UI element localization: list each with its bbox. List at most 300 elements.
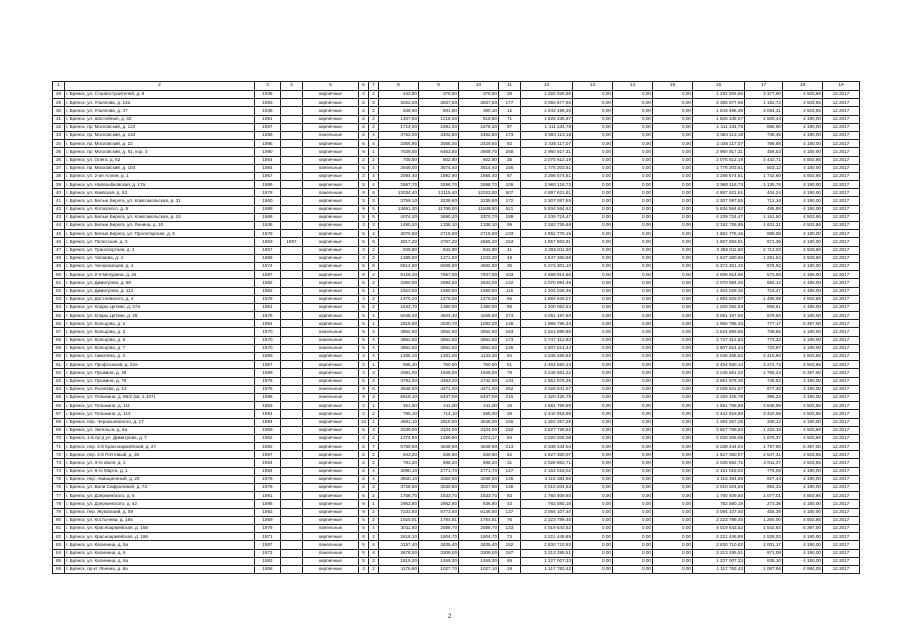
table-row bbox=[53, 557, 860, 565]
table-cell: 4 180,00 bbox=[783, 287, 823, 295]
table-cell: 4 180,00 bbox=[783, 262, 823, 270]
table-cell: 8 338 444,04 bbox=[521, 443, 573, 451]
table-cell: кирпичные bbox=[303, 254, 359, 262]
table-cell: 2462,80 bbox=[459, 131, 499, 139]
table-cell: г. Брянск, ул. Никитина, д. 3 bbox=[65, 353, 255, 361]
table-cell: 2 bbox=[359, 361, 369, 369]
table-cell: 4 180,00 bbox=[783, 508, 823, 516]
table-cell: 3 046 466,82 bbox=[521, 353, 573, 361]
table-cell: 2 bbox=[369, 557, 379, 565]
table-cell: 1964 bbox=[255, 459, 281, 467]
table-cell: 0,00 bbox=[613, 492, 653, 500]
table-cell: 142 bbox=[499, 279, 521, 287]
table-cell: кирпичные bbox=[303, 353, 359, 361]
table-cell: 2 182 726,66 bbox=[521, 222, 573, 230]
table-cell: 4 503,86 bbox=[783, 410, 823, 418]
table-cell: 1680,50 bbox=[459, 287, 499, 295]
table-cell bbox=[281, 181, 303, 189]
table-cell: 738,86 bbox=[745, 328, 783, 336]
table-cell: кирпичные bbox=[303, 148, 359, 156]
table-cell: кирпичные bbox=[303, 426, 359, 434]
table-cell: 2 435 117,07 bbox=[521, 140, 573, 148]
table-cell: 2530,70 bbox=[419, 320, 459, 328]
table-cell: 0,00 bbox=[653, 107, 693, 115]
table-cell: 5 bbox=[359, 238, 369, 246]
table-cell: 0,00 bbox=[613, 123, 653, 131]
table-cell: 4 bbox=[369, 172, 379, 180]
table-cell: 0,00 bbox=[613, 303, 653, 311]
table-cell: 4 180,00 bbox=[783, 500, 823, 508]
table-cell: кирпичные bbox=[303, 262, 359, 270]
table-cell: 1 966 795,33 bbox=[521, 320, 573, 328]
table-cell bbox=[281, 172, 303, 180]
header-cell: 19 bbox=[823, 82, 860, 91]
table-cell: кирпичные bbox=[303, 230, 359, 238]
table-cell: 9 bbox=[359, 205, 369, 213]
table-cell: 1966 bbox=[255, 213, 281, 221]
table-cell: 85 bbox=[53, 557, 65, 565]
table-cell: 6146,50 bbox=[459, 508, 499, 516]
table-cell: 1 758,24 bbox=[745, 369, 783, 377]
table-cell: 3650,10 bbox=[379, 475, 419, 483]
table-cell: 0,00 bbox=[613, 508, 653, 516]
table-cell: 5 bbox=[359, 115, 369, 123]
table-row bbox=[53, 508, 860, 516]
table-cell: 4 180,00 bbox=[783, 344, 823, 352]
table-cell: 638,60 bbox=[379, 107, 419, 115]
table-cell: 0,00 bbox=[573, 181, 613, 189]
table-cell: 0,00 bbox=[613, 361, 653, 369]
table-cell: 216 bbox=[499, 393, 521, 401]
table-cell: 4 bbox=[369, 475, 379, 483]
table-cell: 12.2017 bbox=[823, 524, 860, 532]
table-cell: 12.2017 bbox=[823, 107, 860, 115]
table-cell: кирпичные bbox=[303, 279, 359, 287]
table-cell: 2 607 614,44 bbox=[521, 344, 573, 352]
table-cell: 1619,30 bbox=[379, 557, 419, 565]
table-cell: 0,00 bbox=[573, 533, 613, 541]
table-cell: 0,00 bbox=[613, 205, 653, 213]
table-cell: 12.2017 bbox=[823, 246, 860, 254]
table-cell: 2 bbox=[369, 303, 379, 311]
table-cell: 12.2017 bbox=[823, 533, 860, 541]
table-cell: кирпичные bbox=[303, 123, 359, 131]
table-cell: 0,00 bbox=[573, 312, 613, 320]
table-cell: 2 747 312,83 bbox=[521, 336, 573, 344]
table-cell: 2742,00 bbox=[459, 377, 499, 385]
table-cell: 5 834 564,62 bbox=[693, 205, 745, 213]
table-cell: 1962 bbox=[255, 434, 281, 442]
table-cell: 1 647 360,66 bbox=[521, 254, 573, 262]
table-cell: г. Брянск, ул. 8-го Марта, д. 1 bbox=[65, 467, 255, 475]
table-cell: 4 180,00 bbox=[783, 393, 823, 401]
table-cell: 1 627 360,07 bbox=[693, 451, 745, 459]
table-cell: 1966 bbox=[255, 254, 281, 262]
table-cell: 3552,60 bbox=[419, 328, 459, 336]
table-cell bbox=[281, 148, 303, 156]
table-cell bbox=[281, 140, 303, 148]
table-cell: 2 151 018,02 bbox=[693, 467, 745, 475]
table-cell: 1370,20 bbox=[379, 295, 419, 303]
table-cell bbox=[281, 492, 303, 500]
table-cell: 1953 bbox=[255, 402, 281, 410]
table-cell: 4 bbox=[369, 426, 379, 434]
table-cell: 3690,20 bbox=[419, 213, 459, 221]
table-cell: 0,00 bbox=[573, 246, 613, 254]
table-cell: 5 bbox=[359, 213, 369, 221]
table-cell: 1 364 267,25 bbox=[693, 418, 745, 426]
table-cell: 1269,90 bbox=[419, 434, 459, 442]
table-cell: г. Брянск, ул. Ульянова, д. 13а bbox=[65, 99, 255, 107]
table-cell: 3 bbox=[369, 393, 379, 401]
table-cell: 1133,30 bbox=[459, 353, 499, 361]
table-cell: 3104,00 bbox=[419, 426, 459, 434]
table-cell: 2598,70 bbox=[459, 181, 499, 189]
table-cell: 4 503,86 bbox=[783, 222, 823, 230]
table-cell bbox=[281, 320, 303, 328]
table-cell: кирпичные bbox=[303, 320, 359, 328]
table-cell: 1307,50 bbox=[379, 115, 419, 123]
table-cell bbox=[281, 271, 303, 279]
table-cell: 1 411 234,78 bbox=[521, 123, 573, 131]
table-cell: 1 966 795,33 bbox=[693, 320, 745, 328]
table-cell: 49 bbox=[53, 262, 65, 270]
table-cell: 4 bbox=[369, 328, 379, 336]
table-cell: 1 282 926,65 bbox=[693, 91, 745, 99]
table-cell: 4 180,00 bbox=[783, 279, 823, 287]
table-cell: 1271,50 bbox=[419, 254, 459, 262]
table-cell: 28 bbox=[499, 410, 521, 418]
table-cell: 1 760 409,60 bbox=[521, 492, 573, 500]
table-row bbox=[53, 91, 860, 99]
table-cell: 2 911,47 bbox=[745, 459, 783, 467]
table-cell: 1981 bbox=[255, 492, 281, 500]
table-row bbox=[53, 402, 860, 410]
table-cell: 696,20 bbox=[419, 459, 459, 467]
table-cell: 12023,00 bbox=[459, 189, 499, 197]
table-cell: кирпичные bbox=[303, 516, 359, 524]
header-row bbox=[53, 82, 860, 91]
table-cell: 1957 bbox=[255, 246, 281, 254]
table-cell: 78 bbox=[53, 500, 65, 508]
table-cell: 0,00 bbox=[653, 279, 693, 287]
table-row bbox=[53, 426, 860, 434]
table-cell: 1591,20 bbox=[419, 123, 459, 131]
table-cell: 3268,00 bbox=[459, 475, 499, 483]
table-cell: кирпичные bbox=[303, 205, 359, 213]
table-cell: 2 221 445,89 bbox=[693, 533, 745, 541]
table-cell: 0,00 bbox=[613, 533, 653, 541]
table-cell: 1997 bbox=[281, 238, 303, 246]
table-cell: 12.2017 bbox=[823, 385, 860, 393]
table-cell: 97 bbox=[499, 123, 521, 131]
table-cell: 1 139,76 bbox=[745, 181, 783, 189]
table-cell: 3 272,73 bbox=[745, 361, 783, 369]
table-cell: 37 bbox=[53, 164, 65, 172]
table-row bbox=[53, 246, 860, 254]
table-cell: 0,00 bbox=[653, 156, 693, 164]
table-cell bbox=[281, 246, 303, 254]
table-cell: панельные bbox=[303, 164, 359, 172]
table-cell: 4 180,00 bbox=[783, 197, 823, 205]
table-cell: 4 180,00 bbox=[783, 148, 823, 156]
table-cell: 3 298 574,61 bbox=[521, 172, 573, 180]
table-cell: 3 827 758,52 bbox=[693, 426, 745, 434]
table-cell: 4471,00 bbox=[459, 385, 499, 393]
table-cell: 1960 bbox=[255, 197, 281, 205]
table-cell: 0,00 bbox=[653, 369, 693, 377]
table-cell: 12.2017 bbox=[823, 418, 860, 426]
table-cell: 4691,10 bbox=[379, 418, 419, 426]
header-cell: 12 bbox=[521, 82, 573, 91]
table-cell: 0,00 bbox=[653, 492, 693, 500]
table-cell: 2 bbox=[369, 533, 379, 541]
table-cell: 6 bbox=[369, 238, 379, 246]
table-cell: 77 bbox=[53, 492, 65, 500]
header-cell: 16 bbox=[693, 82, 745, 91]
table-cell: 4 bbox=[369, 181, 379, 189]
table-cell: 4 bbox=[359, 369, 369, 377]
table-cell: 5 397,00 bbox=[783, 443, 823, 451]
table-cell: 0,00 bbox=[613, 91, 653, 99]
table-cell: кирпичные bbox=[303, 434, 359, 442]
table-row bbox=[53, 336, 860, 344]
table-cell: 1380,00 bbox=[459, 303, 499, 311]
table-cell: кирпичные bbox=[303, 91, 359, 99]
table-cell: 971,08 bbox=[745, 549, 783, 557]
table-cell: 0,00 bbox=[653, 418, 693, 426]
table-cell: 3483,20 bbox=[419, 377, 459, 385]
table-cell: г. Брянск, ул. Калинина, д. 6 bbox=[65, 549, 255, 557]
table-cell: 0,00 bbox=[653, 508, 693, 516]
table-cell: 0,00 bbox=[653, 451, 693, 459]
table-cell: 4 503,86 bbox=[783, 172, 823, 180]
table-cell: 842,90 bbox=[459, 246, 499, 254]
table-cell: 75 bbox=[53, 475, 65, 483]
table-cell: 5437,00 bbox=[459, 393, 499, 401]
table-cell: 1974 bbox=[255, 262, 281, 270]
table-cell: 12.2017 bbox=[823, 516, 860, 524]
table-cell: 1978 bbox=[255, 312, 281, 320]
table-cell: кирпичные bbox=[303, 402, 359, 410]
table-cell: 4 897 621,61 bbox=[693, 189, 745, 197]
table-cell: 0,00 bbox=[653, 262, 693, 270]
table-cell: 1216,00 bbox=[419, 115, 459, 123]
table-cell: 12.2017 bbox=[823, 213, 860, 221]
table-cell: 4 503,86 bbox=[783, 361, 823, 369]
table-cell: 3552,60 bbox=[459, 344, 499, 352]
table-cell: 74 bbox=[53, 467, 65, 475]
table-cell: 1957 bbox=[255, 361, 281, 369]
table-cell: 2 bbox=[359, 156, 369, 164]
table-cell: 0,00 bbox=[573, 197, 613, 205]
table-cell: 2 bbox=[359, 246, 369, 254]
table-cell: 187 bbox=[499, 549, 521, 557]
table-cell: 0,00 bbox=[573, 205, 613, 213]
table-cell: кирпичные bbox=[303, 451, 359, 459]
table-cell: 0,00 bbox=[613, 541, 653, 549]
table-cell: кирпичные bbox=[303, 418, 359, 426]
table-cell: 3 bbox=[359, 565, 369, 573]
table-cell: 0,00 bbox=[613, 524, 653, 532]
table-cell: г. Брянск, ул. 3-го июля, д. 1 bbox=[65, 459, 255, 467]
table-cell: 1 364 267,25 bbox=[521, 418, 573, 426]
table-cell: 0,00 bbox=[653, 361, 693, 369]
table-cell: 213 bbox=[499, 443, 521, 451]
table-cell: 0,00 bbox=[613, 402, 653, 410]
table-cell: 3 bbox=[359, 222, 369, 230]
table-cell: кирпичные bbox=[303, 213, 359, 221]
table-cell: 636,80 bbox=[459, 500, 499, 508]
table-cell: г. Брянск, ул. 2-ая Аллея, д. 1 bbox=[65, 172, 255, 180]
table-cell: 750,00 bbox=[419, 361, 459, 369]
table-cell: 4862,80 bbox=[459, 262, 499, 270]
table-cell: г. Брянск, ул. Дзержинского, д. 5 bbox=[65, 492, 255, 500]
table-cell: 1 151,50 bbox=[745, 213, 783, 221]
table-cell: 5 bbox=[359, 336, 369, 344]
table-cell: г. Брянск, ул. Белые Берега, ул. Комсомольская, д. 31 bbox=[65, 197, 255, 205]
table-cell: 9 bbox=[359, 508, 369, 516]
table-cell: 12.2017 bbox=[823, 287, 860, 295]
table-cell: 0,00 bbox=[653, 434, 693, 442]
table-cell: 133 bbox=[499, 524, 521, 532]
table-cell: 2429,60 bbox=[459, 140, 499, 148]
table-cell: 458,53 bbox=[745, 148, 783, 156]
table-cell: 782 580,19 bbox=[693, 500, 745, 508]
table-cell: 51 bbox=[499, 361, 521, 369]
table-cell: г. Брянск, ул. Белые Берега, ул. Ленина, д. 10 bbox=[65, 222, 255, 230]
table-cell bbox=[281, 189, 303, 197]
table-cell: 0,00 bbox=[573, 156, 613, 164]
table-cell: 1 894 629,07 bbox=[693, 295, 745, 303]
table-cell: 2994,50 bbox=[419, 279, 459, 287]
table-cell bbox=[281, 115, 303, 123]
table-cell: 5 834 564,62 bbox=[521, 205, 573, 213]
table-cell: 4 180,00 bbox=[783, 312, 823, 320]
table-cell: 3017,20 bbox=[379, 238, 419, 246]
table-cell: 3365,90 bbox=[379, 140, 419, 148]
table-cell: 0,00 bbox=[613, 369, 653, 377]
table-cell: 2 bbox=[359, 107, 369, 115]
table-cell: 71 bbox=[53, 443, 65, 451]
table-row bbox=[53, 189, 860, 197]
table-cell: 82 bbox=[53, 533, 65, 541]
table-cell: 0,00 bbox=[653, 164, 693, 172]
table-cell: 0,00 bbox=[573, 410, 613, 418]
table-cell: 7 bbox=[369, 443, 379, 451]
table-cell: 1975 bbox=[255, 385, 281, 393]
table-cell: 12.2017 bbox=[823, 549, 860, 557]
table-cell: 1987 bbox=[255, 271, 281, 279]
table-cell: 0,00 bbox=[613, 459, 653, 467]
table-cell: 0,00 bbox=[613, 140, 653, 148]
table-cell bbox=[281, 213, 303, 221]
table-cell: 66 bbox=[499, 295, 521, 303]
table-cell: г. Брянск, ул. Станкостроителей, д. 8 bbox=[65, 91, 255, 99]
table-cell: 3 bbox=[369, 254, 379, 262]
table-cell: 4 503,86 bbox=[783, 246, 823, 254]
table-cell: 4 bbox=[369, 541, 379, 549]
table-cell: 12.2017 bbox=[823, 148, 860, 156]
table-cell: 2 286 811,60 bbox=[693, 246, 745, 254]
table-cell: 1989 bbox=[255, 353, 281, 361]
table-cell: 379,80 bbox=[459, 91, 499, 99]
table-cell: 929,80 bbox=[379, 246, 419, 254]
table-cell: 1954 bbox=[255, 156, 281, 164]
table-cell: кирпичные bbox=[303, 484, 359, 492]
table-cell: 1 117 783,42 bbox=[693, 565, 745, 573]
table-cell: г. Брянск, ул. Димитрова, д. 112 bbox=[65, 287, 255, 295]
table-cell: г. Брянск, ул. Димитрова, д. 69 bbox=[65, 279, 255, 287]
table-cell: г. Брянск, ул. 2-я Мичурина, д. 25 bbox=[65, 271, 255, 279]
table-cell: 4 180,00 bbox=[783, 418, 823, 426]
table-cell: 12.2017 bbox=[823, 402, 860, 410]
table-cell bbox=[281, 262, 303, 270]
table-cell: 5 bbox=[359, 475, 369, 483]
table-cell: 48 bbox=[53, 254, 65, 262]
table-cell: 189 bbox=[499, 213, 521, 221]
table-cell: 4638,90 bbox=[419, 443, 459, 451]
table-cell: 6 bbox=[369, 189, 379, 197]
table-cell: 5 274 301,10 bbox=[521, 262, 573, 270]
table-cell: 3 355 877,66 bbox=[693, 99, 745, 107]
table-cell: 1027,70 bbox=[419, 565, 459, 573]
table-row bbox=[53, 434, 860, 442]
table-cell: 73 bbox=[499, 533, 521, 541]
table-cell: 0,00 bbox=[573, 328, 613, 336]
table-cell: 31 bbox=[53, 115, 65, 123]
table-cell: 173 bbox=[499, 131, 521, 139]
table-cell: панельные bbox=[303, 393, 359, 401]
table-cell: 1978 bbox=[255, 475, 281, 483]
table-cell: 0,00 bbox=[573, 361, 613, 369]
table-cell: 0,00 bbox=[653, 295, 693, 303]
table-cell: 5 bbox=[359, 451, 369, 459]
table-cell: 1680,50 bbox=[419, 287, 459, 295]
table-cell: 1969 bbox=[255, 369, 281, 377]
table-cell: 3 061 197,60 bbox=[521, 312, 573, 320]
table-cell: 0,00 bbox=[613, 115, 653, 123]
table-cell: 0,00 bbox=[653, 549, 693, 557]
table-cell: 2715,50 bbox=[419, 230, 459, 238]
table-cell: 1 857 863,91 bbox=[521, 238, 573, 246]
table-cell: 3 bbox=[359, 172, 369, 180]
table-cell: 2 830 710,82 bbox=[521, 541, 573, 549]
table-body bbox=[53, 82, 860, 574]
table-cell: 2 bbox=[359, 410, 369, 418]
table-cell bbox=[281, 402, 303, 410]
table-cell: 0,00 bbox=[573, 549, 613, 557]
table-cell: 4 180,00 bbox=[783, 467, 823, 475]
table-cell: 0,00 bbox=[573, 336, 613, 344]
table-cell: 748,45 bbox=[745, 131, 783, 139]
table-cell: 1374,90 bbox=[379, 434, 419, 442]
table-row bbox=[53, 353, 860, 361]
table-cell: 0,00 bbox=[653, 410, 693, 418]
table-cell: 31 bbox=[499, 459, 521, 467]
table-cell: 2 070 994,46 bbox=[693, 279, 745, 287]
table-cell: 886,90 bbox=[745, 123, 783, 131]
table-cell: 842,90 bbox=[419, 246, 459, 254]
table-cell: 79 bbox=[499, 369, 521, 377]
table-cell bbox=[281, 361, 303, 369]
table-cell: 0,00 bbox=[573, 557, 613, 565]
table-cell: 156 bbox=[499, 418, 521, 426]
table-cell: 0,00 bbox=[653, 181, 693, 189]
table-cell: 2835,40 bbox=[419, 541, 459, 549]
table-cell bbox=[281, 123, 303, 131]
table-cell: кирпичные bbox=[303, 361, 359, 369]
